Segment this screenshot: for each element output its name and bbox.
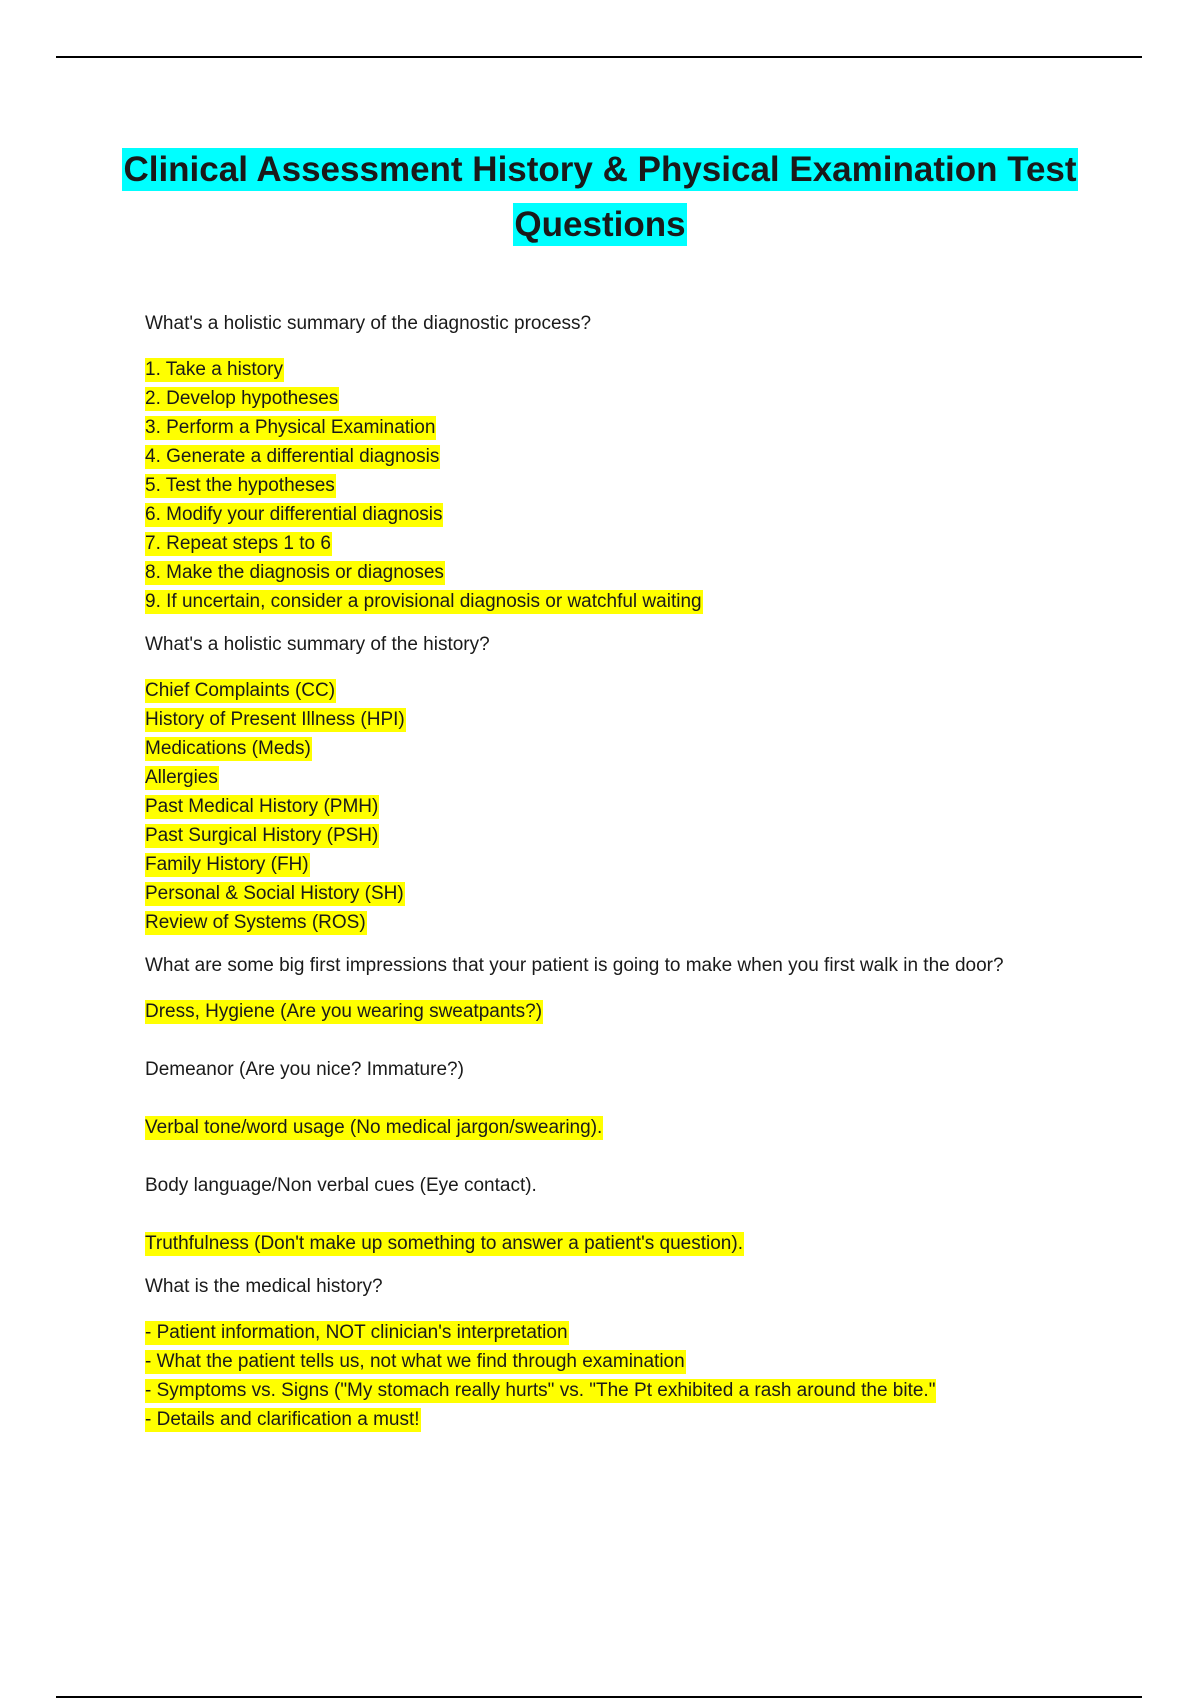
list-item: Past Medical History (PMH) [145,796,379,817]
list-item: Verbal tone/word usage (No medical jargon/swearing). [145,1117,603,1138]
list-item: Demeanor (Are you nice? Immature?) [145,1059,464,1080]
list-item: 6. Modify your differential diagnosis [145,504,443,525]
list-item: 9. If uncertain, consider a provisional diagnosis or watchful waiting [145,591,702,612]
list-item: 2. Develop hypotheses [145,388,339,409]
list-item: Personal & Social History (SH) [145,883,404,904]
list-item: Medications (Meds) [145,738,311,759]
list-item: 8. Make the diagnosis or diagnoses [145,562,444,583]
list-item: Family History (FH) [145,854,309,875]
answer-list-medical-history [145,1318,1105,1434]
top-divider [56,56,1142,58]
question-history-summary: What's a holistic summary of the history? [145,634,490,655]
document-body [145,310,1105,1434]
question-diagnostic-process: What's a holistic summary of the diagnostic process? [145,313,592,334]
answer-list-diagnostic-process [145,355,1105,616]
list-item: Chief Complaints (CC) [145,680,336,701]
list-item: Review of Systems (ROS) [145,912,366,933]
list-item: Body language/Non verbal cues (Eye contact). [145,1175,537,1196]
list-item: - What the patient tells us, not what we find through examination [145,1351,685,1372]
list-item: - Patient information, NOT clinician's interpretation [145,1322,568,1343]
question-medical-history: What is the medical history? [145,1276,383,1297]
list-item: - Details and clarification a must! [145,1409,420,1430]
answer-list-history-summary [145,676,1105,937]
list-item: 4. Generate a differential diagnosis [145,446,440,467]
list-item: Dress, Hygiene (Are you wearing sweatpants?) [145,1001,543,1022]
list-item: 1. Take a history [145,359,284,380]
list-item: 7. Repeat steps 1 to 6 [145,533,331,554]
answer-block-first-impressions [145,997,1105,1258]
list-item: 3. Perform a Physical Examination [145,417,436,438]
question-first-impressions: What are some big first impressions that your patient is going to make when you first walk in the door? [145,955,1004,976]
list-item: Truthfulness (Don't make up something to answer a patient's question). [145,1233,743,1254]
list-item: History of Present Illness (HPI) [145,709,405,730]
document-title [100,142,1100,252]
list-item: 5. Test the hypotheses [145,475,335,496]
title-line-1: Clinical Assessment History & Physical Examination Test [123,150,1077,189]
list-item: Past Surgical History (PSH) [145,825,379,846]
list-item: - Symptoms vs. Signs ("My stomach really hurts" vs. "The Pt exhibited a rash around the bite." [145,1380,936,1401]
list-item: Allergies [145,767,218,788]
bottom-divider [56,1696,1142,1698]
title-line-2: Questions [514,205,686,244]
